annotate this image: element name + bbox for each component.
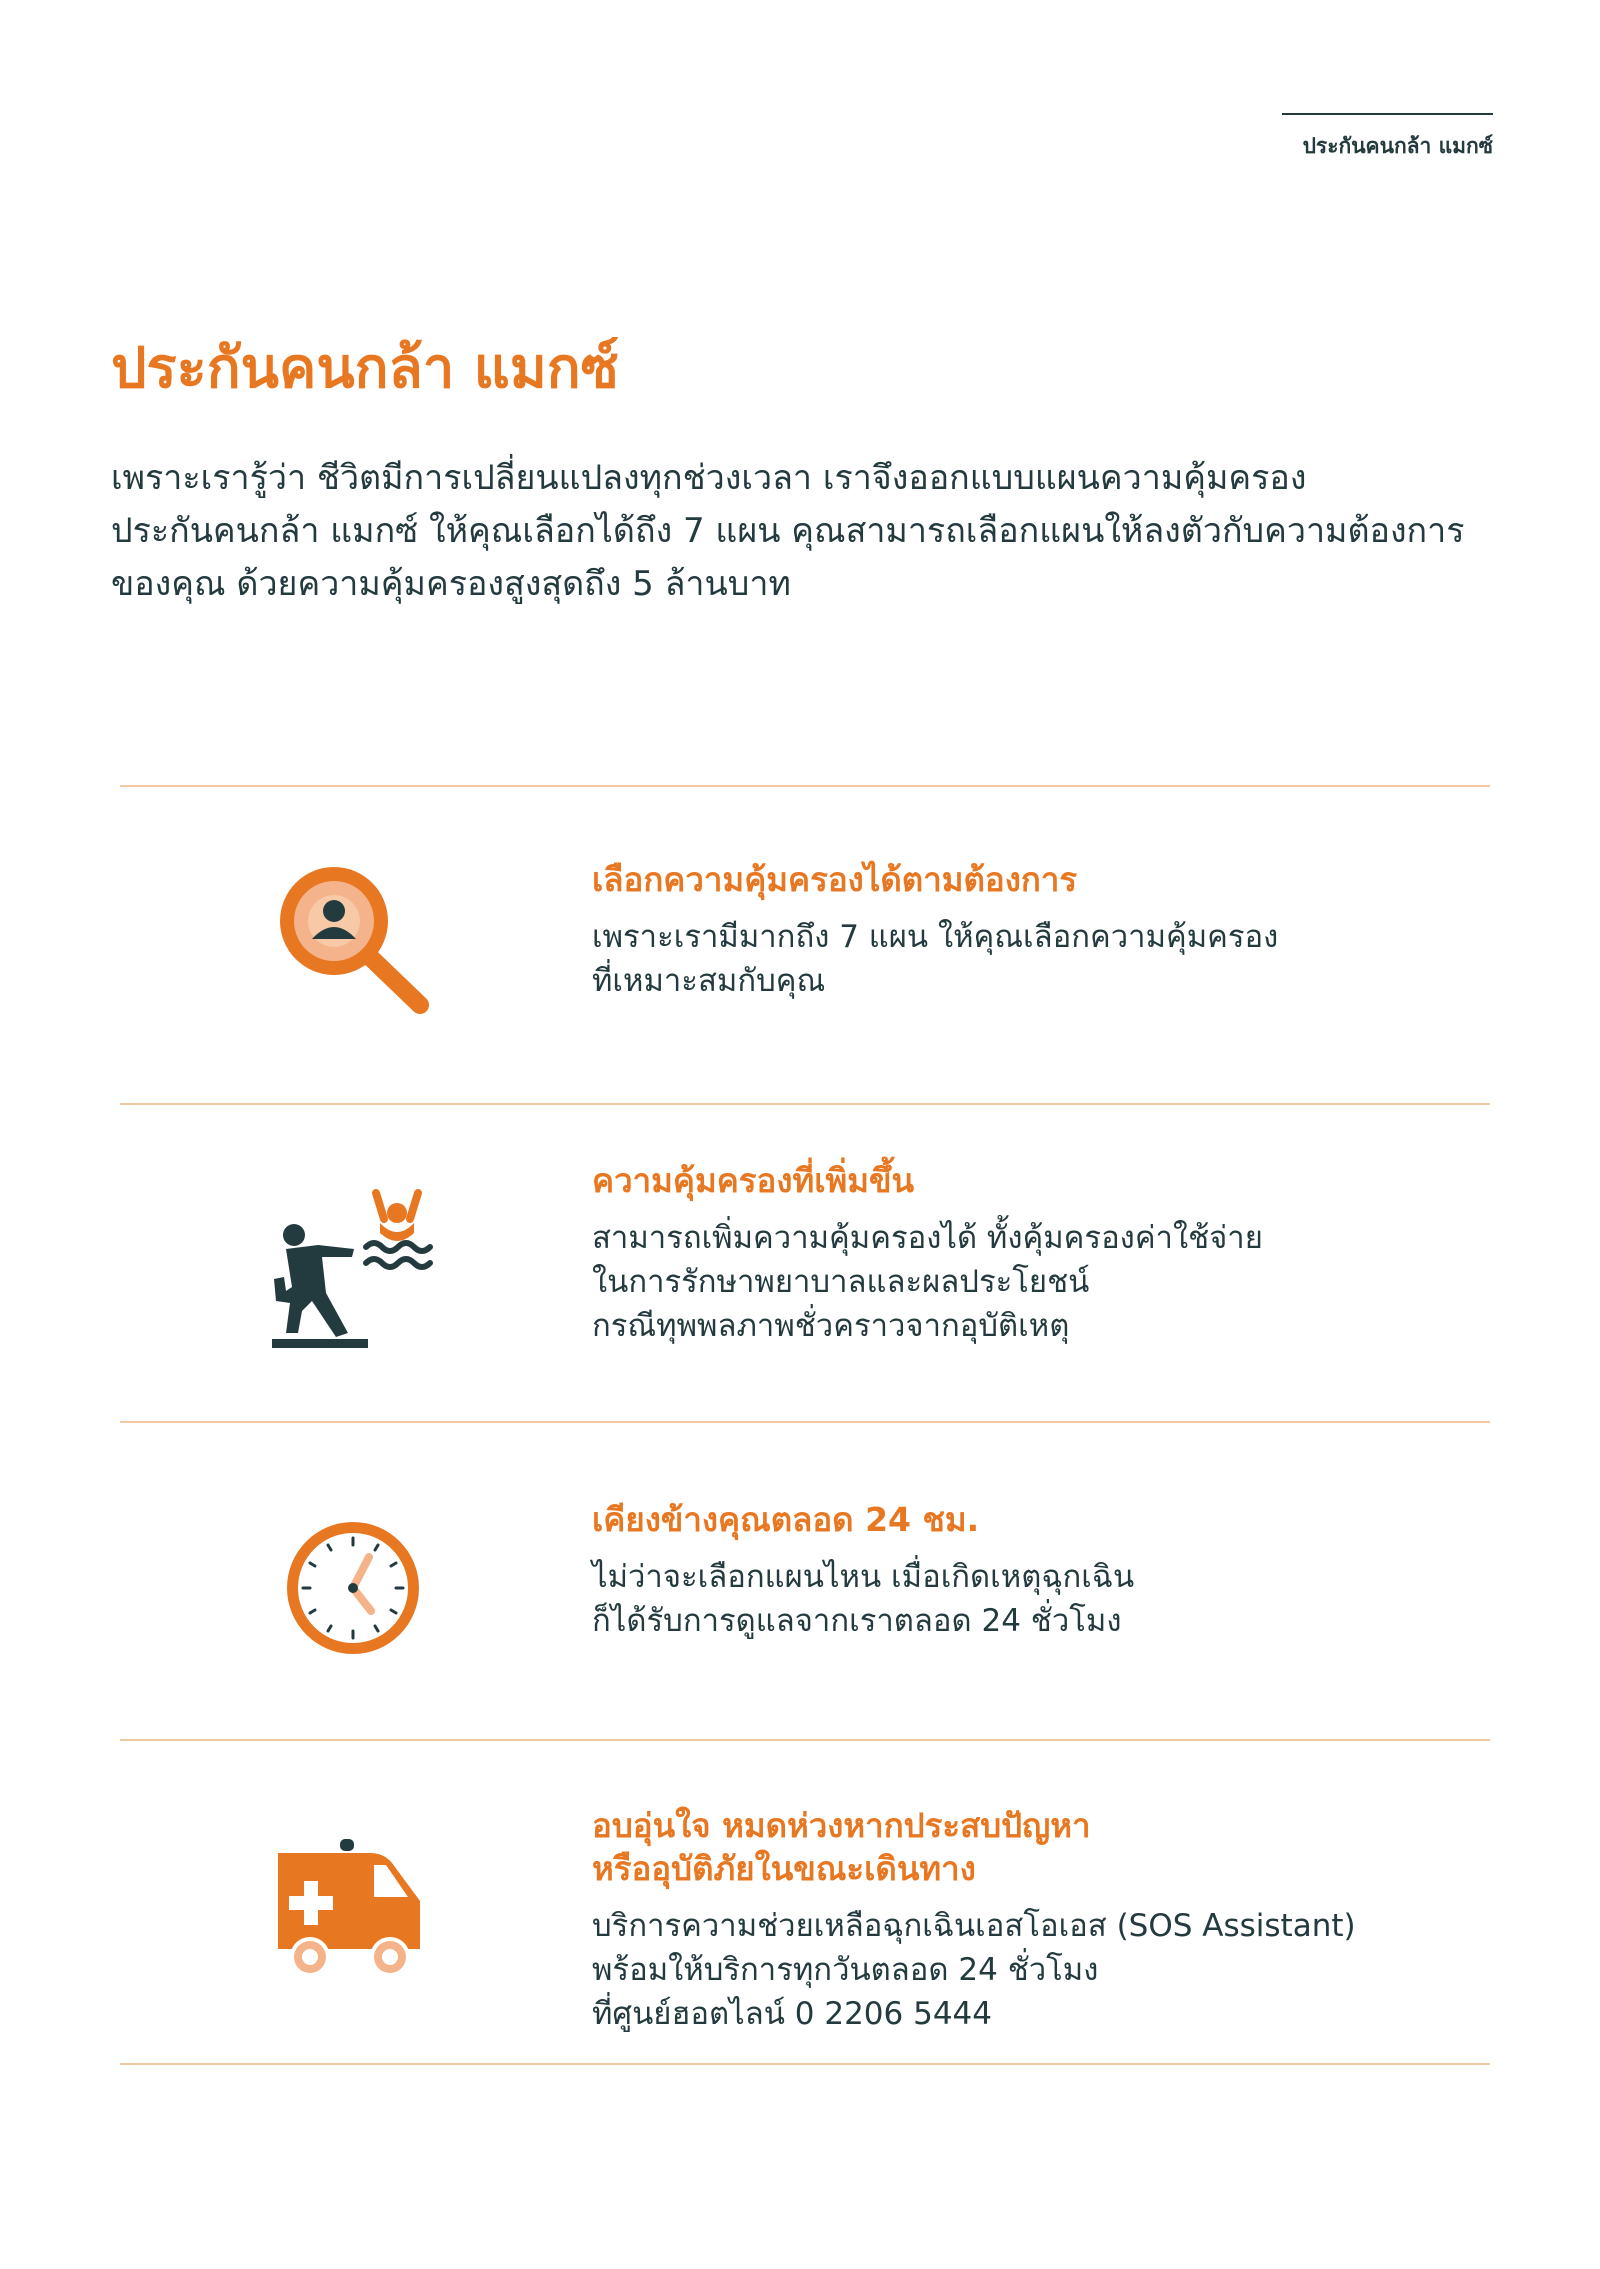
section-divider [120,2063,1490,2065]
feature-desc-line: ที่ศูนย์ฮอตไลน์ 0 2206 5444 [592,1996,992,2032]
feature-description [592,915,1492,1003]
feature-title-line: เคียงข้างคุณตลอด 24 ชม. [592,1500,980,1539]
feature-title [592,1498,1492,1541]
page-title: ประกันคนกล้า แมกซ์ [111,336,619,401]
feature-desc-line: ไม่ว่าจะเลือกแผนไหน เมื่อเกิดเหตุฉุกเฉิน [592,1559,1135,1595]
feature-desc-line: ที่เหมาะสมกับคุณ [592,963,826,999]
section-divider [120,1739,1490,1741]
magnifier-person-icon [268,857,438,1027]
section-divider [120,785,1490,787]
accident-drowning-icon [268,1183,438,1353]
feature-title-line: ความคุ้มครองที่เพิ่มขึ้น [592,1161,915,1200]
feature-description [592,1216,1492,1348]
feature-desc-line: สามารถเพิ่มความคุ้มครองได้ ทั้งคุ้มครองค่าใช้จ่าย [592,1220,1263,1256]
feature-description [592,1555,1492,1643]
clock-icon [268,1503,438,1673]
section-divider [120,1103,1490,1105]
ambulance-icon [268,1831,438,2001]
feature-title [592,1159,1492,1202]
intro-line: เพราะเรารู้ว่า ชีวิตมีการเปลี่ยนแปลงทุกช่วงเวลา เราจึงออกแบบแผนความคุ้มครอง [111,458,1307,498]
feature-desc-line: ก็ได้รับการดูแลจากเราตลอด 24 ชั่วโมง [592,1603,1122,1639]
feature-desc-line: บริการความช่วยเหลือฉุกเฉินเอสโอเอส (SOS Assistant) [592,1908,1356,1944]
header-label: ประกันคนกล้า แมกซ์ [1302,134,1493,158]
feature-desc-line: พร้อมให้บริการทุกวันตลอด 24 ชั่วโมง [592,1952,1099,1988]
intro-line: ของคุณ ด้วยความคุ้มครองสูงสุดถึง 5 ล้านบาท [111,564,791,604]
intro-paragraph [111,452,1511,611]
feature-title [592,1804,1492,1890]
intro-line: ประกันคนกล้า แมกซ์ ให้คุณเลือกได้ถึง 7 แผน คุณสามารถเลือกแผนให้ลงตัวกับความต้องการ [111,511,1465,551]
feature-desc-line: กรณีทุพพลภาพชั่วคราวจากอุบัติเหตุ [592,1308,1070,1344]
header-rule [1282,113,1493,115]
section-divider [120,1421,1490,1423]
feature-desc-line: เพราะเรามีมากถึง 7 แผน ให้คุณเลือกความคุ้มครอง [592,919,1279,955]
feature-title-line: อบอุ่นใจ หมดห่วงหากประสบปัญหา [592,1806,1091,1845]
feature-title-line: หรืออุบัติภัยในขณะเดินทาง [592,1849,976,1888]
feature-desc-line: ในการรักษาพยาบาลและผลประโยชน์ [592,1264,1090,1300]
feature-title-line: เลือกความคุ้มครองได้ตามต้องการ [592,860,1078,899]
feature-description [592,1904,1492,2036]
feature-title [592,858,1492,901]
